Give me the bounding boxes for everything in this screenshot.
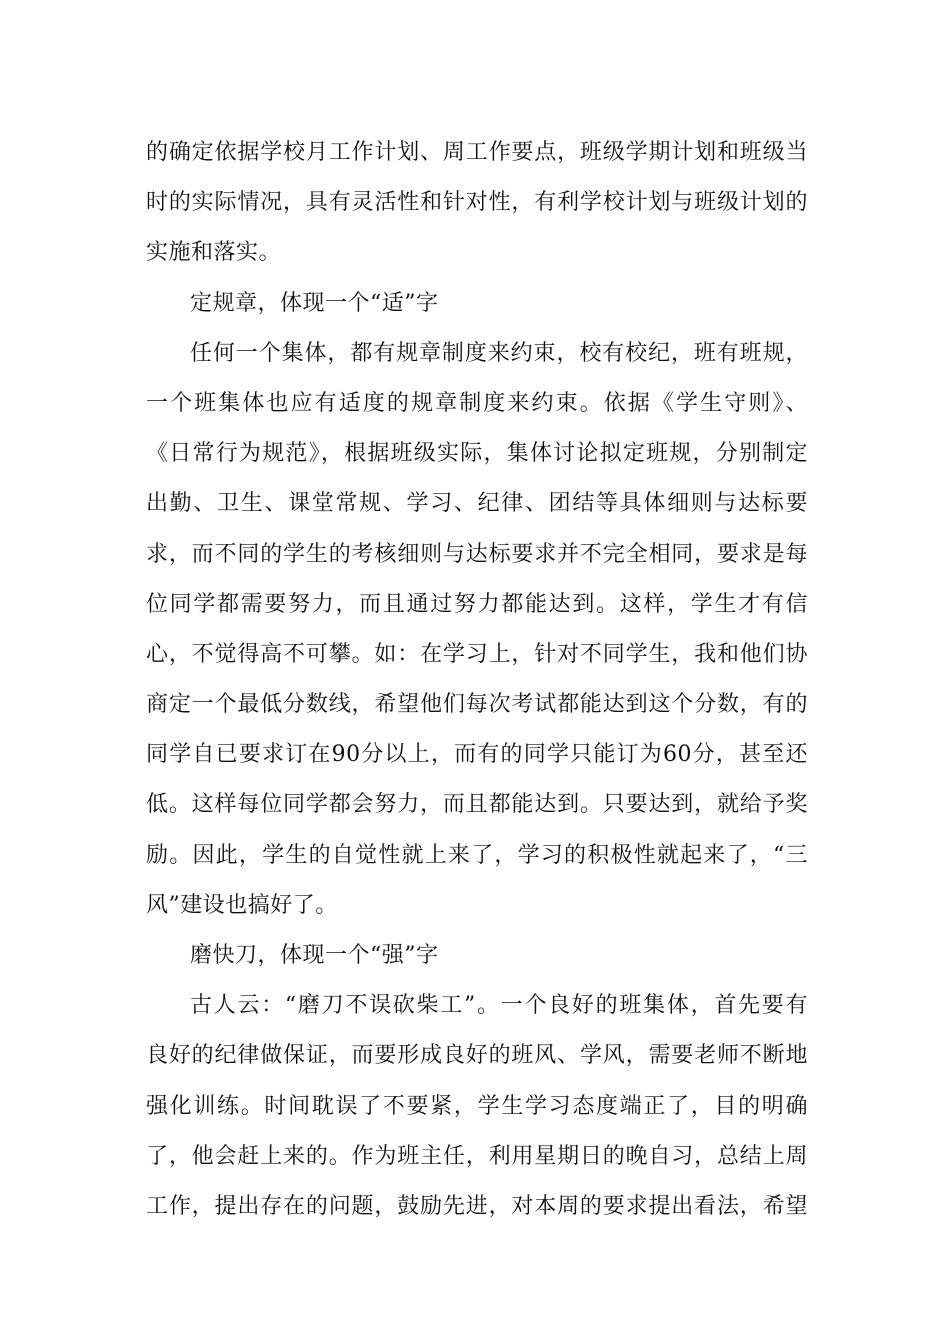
text-line: 求，而不同的学生的考核细则与达标要求并不完全相同，要求是每 — [146, 541, 808, 567]
paragraph-planning-end — [146, 128, 808, 279]
text-line: 实施和落实。 — [146, 240, 282, 266]
heading-text: 定规章，体现一个“适”字 — [190, 290, 439, 316]
text-line: 工作，提出存在的问题，鼓励先进，对本周的要求提出看法，希望 — [146, 1193, 808, 1219]
text-line: 良好的纪律做保证，而要形成良好的班风、学风，需要老师不断地 — [146, 1043, 808, 1069]
text-line: 位同学都需要努力，而且通过努力都能达到。这样，学生才有信 — [146, 591, 808, 617]
text-line: 风”建设也搞好了。 — [146, 892, 338, 918]
text-line: 出勤、卫生、课堂常规、学习、纪律、团结等具体细则与达标要 — [146, 491, 808, 517]
heading-text: 磨快刀，体现一个“强”字 — [190, 943, 439, 968]
text-line: 任何一个集体，都有规章制度来约束，校有校纪，班有班规， — [190, 340, 808, 366]
text-line: 《日常行为规范》，根据班级实际，集体讨论拟定班规，分别制定 — [146, 441, 808, 467]
text-line: 低。这样每位同学都会努力，而且都能达到。只要达到，就给予奖 — [146, 792, 808, 818]
text-line: 时的实际情况，具有灵活性和针对性，有利学校计划与班级计划的 — [146, 190, 808, 216]
document-body — [146, 128, 808, 1232]
text-line: 强化训练。时间耽误了不要紧，学生学习态度端正了，目的明确 — [146, 1093, 808, 1119]
text-line: 了，他会赶上来的。作为班主任，利用星期日的晚自习，总结上周 — [146, 1143, 808, 1169]
text-line: 励。因此，学生的自觉性就上来了，学习的积极性就起来了，“三 — [146, 842, 808, 868]
text-line: 心，不觉得高不可攀。如：在学习上，针对不同学生，我和他们协 — [146, 641, 808, 667]
text-line: 古人云：“磨刀不误砍柴工”。一个良好的班集体，首先要有 — [190, 993, 808, 1019]
paragraph-rules — [146, 329, 808, 931]
section-heading-sharpen — [146, 931, 808, 981]
paragraph-sharpen — [146, 981, 808, 1232]
text-line: 同学自已要求订在90分以上，而有的同学只能订为60分，甚至还 — [146, 742, 808, 768]
text-line: 一个班集体也应有适度的规章制度来约束。依据《学生守则》、 — [146, 390, 808, 416]
section-heading-rules — [146, 279, 808, 329]
text-line: 的确定依据学校月工作计划、周工作要点，班级学期计划和班级当 — [146, 140, 808, 165]
text-line: 商定一个最低分数线，希望他们每次考试都能达到这个分数，有的 — [146, 692, 808, 718]
